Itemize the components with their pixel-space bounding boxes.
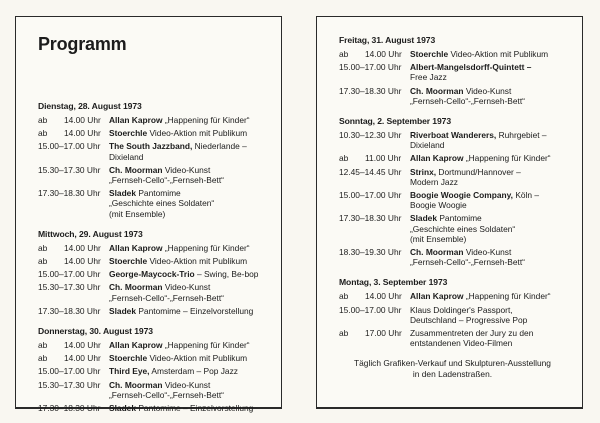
event-text: „Happening für Kinder“ <box>164 115 250 125</box>
event-prefix: ab <box>339 291 349 302</box>
event-row <box>38 353 275 363</box>
event-artist: Allan Kaprow <box>410 153 464 164</box>
event-text: – Swing, Be-bop <box>196 269 259 280</box>
event-row <box>339 167 576 187</box>
event-line-first <box>410 291 576 301</box>
event-line-first <box>410 247 576 257</box>
event-time: 15.30–17.30 Uhr <box>38 282 101 293</box>
event-text: „Fernseh-Cello“-„Fernseh-Bett“ <box>109 175 224 186</box>
event-time: 17.30–18.30 Uhr <box>38 305 101 316</box>
event-line-first <box>109 141 275 151</box>
event-row <box>38 306 275 316</box>
event-time: 15.30–17.30 Uhr <box>38 164 101 175</box>
event-artist: Ch. Moorman <box>109 379 163 390</box>
page-title: Programm <box>38 34 127 54</box>
event-description <box>410 190 576 210</box>
event-time: 17.30–18.30 Uhr <box>38 188 101 199</box>
event-text: „Happening für Kinder“ <box>164 340 250 351</box>
event-time: 15.00–17.00 Uhr <box>38 269 101 280</box>
right-page <box>316 16 583 409</box>
event-prefix: ab <box>38 353 48 364</box>
event-line-first <box>109 269 275 279</box>
event-artist: Stoerchle <box>410 49 449 59</box>
event-row <box>38 282 275 302</box>
event-description <box>109 403 275 413</box>
event-row <box>38 128 275 138</box>
event-prefix: ab <box>38 340 48 351</box>
event-time: 15.00–17.00 Uhr <box>38 366 101 377</box>
event-text: (mit Ensemble) <box>109 208 166 219</box>
event-line-first <box>109 243 275 253</box>
event-time-cell <box>38 282 109 302</box>
event-artist: Sladek <box>109 403 137 414</box>
event-text: Köln – <box>515 190 540 201</box>
event-text: Pantomime – Einzelvorstellung <box>138 403 254 414</box>
event-text: Klaus Doldinger's Passport, <box>410 304 513 315</box>
event-description <box>109 340 275 350</box>
event-artist: Boogie Woogie Company, <box>410 190 513 201</box>
event-prefix: ab <box>339 328 349 339</box>
left-schedule <box>38 101 275 423</box>
event-artist: Sladek <box>109 305 137 316</box>
event-time-cell <box>339 328 410 348</box>
event-description <box>109 380 275 400</box>
event-time-cell <box>339 247 410 267</box>
event-prefix: ab <box>38 256 48 267</box>
event-row <box>339 130 576 150</box>
event-prefix: ab <box>38 115 48 125</box>
event-description <box>109 165 275 185</box>
event-text: „Geschichte eines Soldaten“ <box>109 198 215 209</box>
event-text: Niederlande – <box>194 141 247 152</box>
event-text: Pantomime <box>439 213 482 224</box>
event-time: 14.00 Uhr <box>64 256 101 267</box>
event-artist: Stoerchle <box>109 256 148 267</box>
event-time-cell <box>38 380 109 400</box>
event-artist: Stoerchle <box>109 353 148 364</box>
event-time-cell <box>38 306 109 316</box>
event-artist: Third Eye, <box>109 366 150 377</box>
event-time-cell <box>339 130 410 150</box>
day-heading: Montag, 3. September 1973 <box>339 277 448 288</box>
event-artist: Riverboat Wanderers, <box>410 130 497 141</box>
event-line-first <box>109 340 275 350</box>
event-time: 14.00 Uhr <box>64 353 101 364</box>
event-description <box>410 247 576 267</box>
event-line-first <box>410 62 576 72</box>
event-text: Dixieland <box>410 140 445 151</box>
event-time: 15.00–17.00 Uhr <box>339 304 402 315</box>
event-artist: Sladek <box>410 213 438 224</box>
event-line-first <box>109 380 275 390</box>
event-artist: Allan Kaprow <box>109 115 163 125</box>
event-time: 14.00 Uhr <box>365 291 402 302</box>
event-row <box>339 153 576 163</box>
event-time: 17.30–18.30 Uhr <box>339 213 402 224</box>
event-time: 17.00 Uhr <box>365 328 402 339</box>
event-description <box>109 353 275 363</box>
event-prefix: ab <box>38 242 48 253</box>
event-text: Zusammentreten der Jury zu den <box>410 328 534 339</box>
event-description <box>109 366 275 376</box>
event-time: 14.00 Uhr <box>64 115 101 125</box>
event-description <box>410 213 576 244</box>
day-section <box>339 277 576 348</box>
event-time: 15.00–17.00 Uhr <box>339 62 402 73</box>
day-heading: Sonntag, 2. September 1973 <box>339 116 452 127</box>
event-row <box>38 380 275 400</box>
event-description <box>109 115 275 125</box>
event-artist: Strinx, <box>410 166 437 177</box>
footer-note <box>339 358 576 379</box>
event-line-first <box>109 188 275 198</box>
event-time: 15.30–17.30 Uhr <box>38 379 101 390</box>
event-row <box>38 188 275 219</box>
event-artist: George-Maycock-Trio <box>109 269 195 280</box>
event-line-first <box>410 167 576 177</box>
event-row <box>339 62 576 82</box>
event-row <box>38 165 275 185</box>
event-description <box>109 306 275 316</box>
event-text: Video-Aktion mit Publikum <box>149 128 248 139</box>
event-text: „Happening für Kinder“ <box>164 242 250 253</box>
event-time: 17.30–18.30 Uhr <box>339 85 402 96</box>
event-text: Video-Kunst <box>164 164 211 175</box>
event-line-first <box>410 328 576 338</box>
event-description <box>410 86 576 106</box>
event-description <box>109 282 275 302</box>
event-line-first <box>109 282 275 292</box>
event-artist: Ch. Moorman <box>410 247 464 258</box>
event-row <box>339 247 576 267</box>
event-text: Ruhrgebiet – <box>498 130 547 141</box>
event-text: Free Jazz <box>410 72 447 83</box>
event-artist: Allan Kaprow <box>109 340 163 351</box>
event-text: Video-Kunst <box>465 85 512 96</box>
event-time-cell <box>339 305 410 325</box>
event-text: „Fernseh-Cello“-„Fernseh-Bett“ <box>410 257 525 268</box>
event-time: 17.30–18.30 Uhr <box>38 403 101 414</box>
event-line-first <box>109 366 275 376</box>
event-time-cell <box>38 366 109 376</box>
event-time: 10.30–12.30 Uhr <box>339 130 402 141</box>
event-time: 14.00 Uhr <box>64 242 101 253</box>
event-row <box>339 305 576 325</box>
event-artist: Sladek <box>109 188 137 199</box>
event-artist: Albert-Mangelsdorff-Quintett – <box>410 62 532 73</box>
event-time-cell <box>38 403 109 413</box>
event-description <box>410 49 576 59</box>
event-description <box>410 130 576 150</box>
event-line-first <box>410 305 576 315</box>
event-text: Amsterdam – Pop Jazz <box>151 366 238 377</box>
event-time-cell <box>339 167 410 187</box>
event-text: Video-Kunst <box>164 282 211 293</box>
event-row <box>38 366 275 376</box>
event-line-first <box>410 213 576 223</box>
event-text: Dortmund/Hannover – <box>438 166 521 177</box>
event-time-cell <box>38 141 109 161</box>
day-heading: Dienstag, 28. August 1973 <box>38 101 142 111</box>
event-description <box>109 243 275 253</box>
right-schedule <box>339 35 576 379</box>
event-time-cell <box>339 62 410 82</box>
event-description <box>410 167 576 187</box>
event-line-first <box>410 130 576 140</box>
event-description <box>109 256 275 266</box>
event-time-cell <box>38 340 109 350</box>
event-time-cell <box>38 256 109 266</box>
event-row <box>339 86 576 106</box>
event-time-cell <box>339 86 410 106</box>
event-line-first <box>109 353 275 363</box>
event-artist: Ch. Moorman <box>410 85 464 96</box>
event-artist: Allan Kaprow <box>410 291 464 302</box>
day-section <box>38 101 275 219</box>
event-time-cell <box>339 190 410 210</box>
event-text: (mit Ensemble) <box>410 233 467 244</box>
event-text: „Happening für Kinder“ <box>465 153 551 164</box>
footer-line: Täglich Grafiken-Verkauf und Skulpturen-Ausstellung <box>354 358 551 369</box>
event-time: 14.00 Uhr <box>64 128 101 139</box>
event-artist: Stoerchle <box>109 128 148 139</box>
event-text: Pantomime <box>138 188 181 199</box>
event-row <box>38 256 275 266</box>
day-section <box>339 35 576 106</box>
event-text: Modern Jazz <box>410 176 458 187</box>
event-time: 11.00 Uhr <box>365 153 402 164</box>
event-text: „Happening für Kinder“ <box>465 291 551 302</box>
event-time-cell <box>339 153 410 163</box>
event-time-cell <box>38 188 109 219</box>
event-line-first <box>109 403 275 413</box>
event-row <box>339 49 576 59</box>
event-row <box>38 115 275 125</box>
event-row <box>339 190 576 210</box>
event-line-first <box>410 190 576 200</box>
left-page <box>15 16 282 414</box>
event-description <box>109 141 275 161</box>
event-time: 14.00 Uhr <box>365 49 402 59</box>
event-text: „Fernseh-Cello“-„Fernseh-Bett“ <box>410 95 525 106</box>
event-line-first <box>410 153 576 163</box>
event-line-first <box>109 256 275 266</box>
event-time-cell <box>339 291 410 301</box>
event-text: entstandenen Video-Filmen <box>410 338 513 349</box>
event-text: Video-Aktion mit Publikum <box>149 256 248 267</box>
day-section <box>339 116 576 267</box>
event-description <box>109 269 275 279</box>
event-artist: Ch. Moorman <box>109 164 163 175</box>
event-description <box>410 153 576 163</box>
event-description <box>410 328 576 348</box>
event-row <box>38 141 275 161</box>
event-time: 18.30–19.30 Uhr <box>339 247 402 258</box>
event-description <box>109 188 275 219</box>
event-prefix: ab <box>38 128 48 139</box>
event-line-first <box>410 86 576 96</box>
day-heading: Freitag, 31. August 1973 <box>339 35 436 45</box>
event-text: Deutschland – Progressive Pop <box>410 314 528 325</box>
event-text: Boogie Woogie <box>410 200 467 211</box>
event-time-cell <box>38 269 109 279</box>
event-line-first <box>109 165 275 175</box>
event-artist: The South Jazzband, <box>109 141 193 152</box>
event-text: Dixieland <box>109 151 144 162</box>
day-heading: Donnerstag, 30. August 1973 <box>38 326 153 337</box>
event-row <box>339 213 576 244</box>
event-text: Pantomime – Einzelvorstellung <box>138 305 254 316</box>
event-row <box>38 403 275 413</box>
day-heading: Mittwoch, 29. August 1973 <box>38 228 143 239</box>
event-row <box>38 269 275 279</box>
event-description <box>410 62 576 82</box>
event-time: 15.00–17.00 Uhr <box>339 190 402 201</box>
event-line-first <box>109 306 275 316</box>
event-time-cell <box>38 128 109 138</box>
event-text: „Fernseh-Cello“-„Fernseh-Bett“ <box>109 292 224 303</box>
day-section <box>38 229 275 316</box>
event-time-cell <box>38 115 109 125</box>
event-row <box>38 340 275 350</box>
event-text: Video-Kunst <box>465 247 512 258</box>
event-text: Video-Kunst <box>164 379 211 390</box>
event-artist: Allan Kaprow <box>109 242 163 253</box>
show-through-ghost <box>151 49 160 79</box>
event-time-cell <box>38 353 109 363</box>
day-section <box>38 326 275 413</box>
event-description <box>109 128 275 138</box>
event-text: Video-Aktion mit Publikum <box>149 353 248 364</box>
event-description <box>410 291 576 301</box>
event-artist: Ch. Moorman <box>109 282 163 293</box>
event-description <box>410 305 576 325</box>
event-prefix: ab <box>339 49 349 59</box>
event-prefix: ab <box>339 153 349 164</box>
event-row <box>339 291 576 301</box>
event-line-first <box>410 49 576 59</box>
event-time-cell <box>38 165 109 185</box>
event-text: „Geschichte eines Soldaten“ <box>410 223 516 234</box>
event-time-cell <box>339 49 410 59</box>
event-text: Video-Aktion mit Publikum <box>450 49 549 59</box>
footer-line: in den Ladenstraßen. <box>412 368 493 379</box>
event-time-cell <box>339 213 410 244</box>
event-line-first <box>109 115 275 125</box>
event-row <box>339 328 576 348</box>
event-row <box>38 243 275 253</box>
event-time: 14.00 Uhr <box>64 340 101 351</box>
event-time: 15.00–17.00 Uhr <box>38 141 101 152</box>
event-time: 12.45–14.45 Uhr <box>339 166 402 177</box>
event-time-cell <box>38 243 109 253</box>
event-line-first <box>109 128 275 138</box>
event-text: „Fernseh-Cello“-„Fernseh-Bett“ <box>109 389 224 400</box>
